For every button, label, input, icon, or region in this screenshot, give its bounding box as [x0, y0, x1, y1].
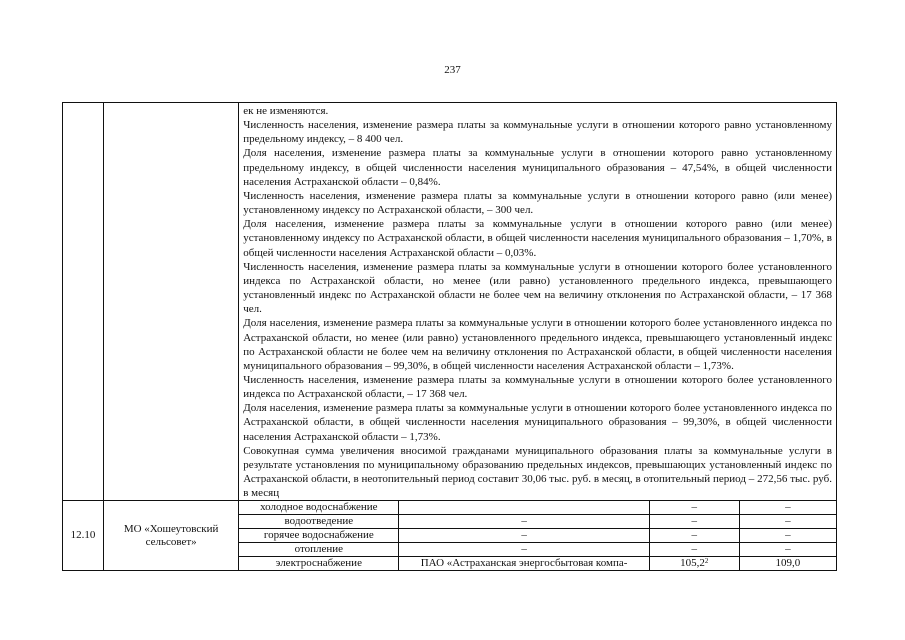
- service-org: ПАО «Астраханская энергосбытовая компа-: [399, 557, 649, 571]
- service-org: –: [399, 543, 649, 557]
- empty-mo-cell: [104, 103, 239, 501]
- service-name: электроснабжение: [239, 557, 399, 571]
- service-value-2: 109,0: [739, 557, 836, 571]
- service-value-2: –: [739, 543, 836, 557]
- page-number: 237: [444, 64, 461, 76]
- paragraph: Доля населения, изменение размера платы за коммунальные услуги в отношении которого равно (или менее) установленному индексу по Астраханской области, в общей численности населения муниципального образования – 1,70%, в общей численности населения Астраханской области – 0,03%.: [243, 218, 832, 259]
- service-name: отопление: [239, 543, 399, 557]
- paragraph: Численность населения, изменение размера платы за коммунальные услуги в отношении которого равно установленному предельному индексу, – 8 400 чел.: [243, 119, 832, 146]
- service-value-1: –: [649, 501, 739, 515]
- service-value-2: –: [739, 515, 836, 529]
- service-value-1: [649, 557, 739, 571]
- paragraph: Численность населения, изменение размера платы за коммунальные услуги в отношении которого более установленного индекса по Астраханской области, но менее (или равно) установленного предельного индекса, превышающего установленный индекс по Астраханской области не более чем на величину отклонения по Астраханской области, – 17 368 чел.: [243, 260, 832, 316]
- paragraph: ек не изменяются.: [243, 105, 329, 117]
- service-value-2: –: [739, 529, 836, 543]
- service-value-1: –: [649, 515, 739, 529]
- mo-name: МО «Хошеутовский сельсовет»: [104, 501, 239, 571]
- service-name: холодное водоснабжение: [239, 501, 399, 515]
- service-name: водоотведение: [239, 515, 399, 529]
- paragraph: Доля населения, изменение размера платы за коммунальные услуги в отношении которого более установленного индекса по Астраханской области, но менее (или равно) установленного предельного индекса, превышающего установленный индекс по Астраханской области не более чем на величину отклонения по Астраханской области, в общей численности населения муниципального образования – 99,30%, в общей численности населения Астраханской области – 1,73%.: [243, 317, 832, 372]
- continuation-text-cell: [239, 103, 837, 501]
- service-org: –: [399, 529, 649, 543]
- service-org: [399, 501, 649, 515]
- paragraph: Численность населения, изменение размера платы за коммунальные услуги в отношении которого равно (или менее) установленному индексу по Астраханской области, – 300 чел.: [243, 189, 832, 217]
- tariff-table: [62, 102, 837, 571]
- paragraph: Доля населения, изменение размера платы за коммунальные услуги в отношении которого равно установленному предельному индексу, в общей численности населения муниципального образования – 47,54%, в общей численности населения Астраханской области – 0,84%.: [243, 147, 832, 188]
- paragraph: Совокупная сумма увеличения вносимой гражданами муниципального образования платы за коммунальные услуги в результате установления по муниципальному образованию предельных индексов, превышающих установленный индекс по Астраханской области, в неотопительный период составит 30,06 тыс. руб. в месяц, в отопительный период – 272,56 тыс. руб. в месяц: [243, 444, 832, 500]
- footnote-mark: 2: [704, 557, 709, 566]
- continuation-text: [239, 103, 836, 500]
- paragraph: Численность населения, изменение размера платы за коммунальные услуги в отношении которого более установленного индекса по Астраханской области, – 17 368 чел.: [243, 373, 832, 401]
- service-org: –: [399, 515, 649, 529]
- entry-number: 12.10: [63, 501, 104, 571]
- continuation-row: [63, 103, 837, 501]
- service-value-1: –: [649, 543, 739, 557]
- table-row: [63, 501, 837, 515]
- service-value-1: –: [649, 529, 739, 543]
- empty-number-cell: [63, 103, 104, 501]
- value-text: 105,2: [680, 557, 705, 570]
- service-name: горячее водоснабжение: [239, 529, 399, 543]
- paragraph: Доля населения, изменение размера платы за коммунальные услуги в отношении которого более установленного индекса по Астраханской области, в общей численности населения муниципального образования – 99,30%, в общей численности населения Астраханской области – 1,73%.: [243, 402, 832, 443]
- service-value-2: –: [739, 501, 836, 515]
